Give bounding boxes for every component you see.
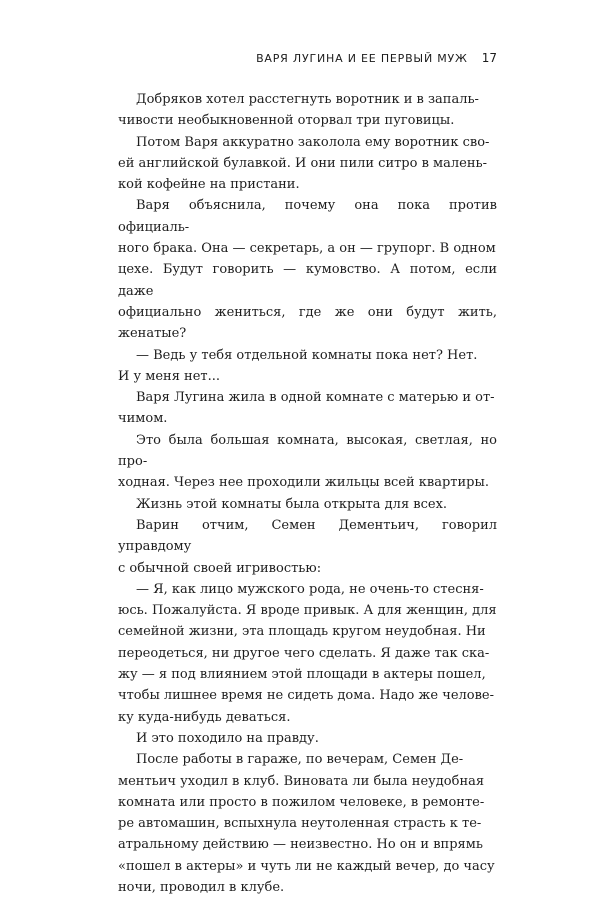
body-text: [118, 89, 497, 898]
page-number: 17: [481, 51, 497, 65]
paragraph: Это была большая комната, высокая, светлая, но про- ходная. Через нее проходили жильцы всей квартиры.: [118, 432, 497, 491]
paragraph: Варя Лугина жила в одной комнате с матерью и от- чимом.: [118, 390, 495, 427]
paragraph: После работы в гараже, по вечерам, Семен Де- ментьич уходил в клуб. Виновата ли была неудобная комната или просто в пожилом человеке, в ремонте- ре автомашин, вспыхнула неутоленная страсть к те- атральному действию — неизвестно. Но он и впрямь «пошел в актеры» и чуть ли не каждый вечер, до часу ночи, проводил в клубе.: [118, 752, 495, 895]
running-title: ВАРЯ ЛУГИНА И ЕЕ ПЕРВЫЙ МУЖ: [256, 52, 468, 65]
paragraph: Потом Варя аккуратно заколола ему воротник сво- ей английской булавкой. И они пили ситро в малень- кой кофейне на пристани.: [118, 134, 490, 193]
paragraph: — Ведь у тебя отдельной комнаты пока нет? Нет. И у меня нет...: [118, 347, 478, 384]
paragraph: — Я, как лицо мужского рода, не очень-то стесня- юсь. Пожалуйста. Я вроде привык. А для женщин, для семейной жизни, эта площадь кругом неудобная. Ни переодеться, ни другое чего сделать. Я даже так ска- жу — я под влиянием этой площади в актеры пошел, чтобы лишнее время не сидеть дома. Надо же челове- ку куда-нибудь деваться.: [118, 581, 497, 725]
paragraph: Варя объяснила, почему она пока против официаль- ного брака. Она — секретарь, а он — групорг. В одном цехе. Будут говорить — кумовство. А потом, если даже официально жениться, где же они будут жить, женатые?: [118, 198, 497, 342]
running-head: [118, 51, 497, 65]
paragraph: Жизнь этой комнаты была открыта для всех.: [136, 496, 448, 512]
paragraph: Варин отчим, Семен Дементьич, говорил управдому с обычной своей игривостью:: [118, 517, 497, 576]
paragraph: Добряков хотел расстегнуть воротник и в запаль- чивости необыкновенной оторвал три пуговицы.: [118, 92, 479, 129]
paragraph: И это походило на правду.: [136, 730, 319, 746]
